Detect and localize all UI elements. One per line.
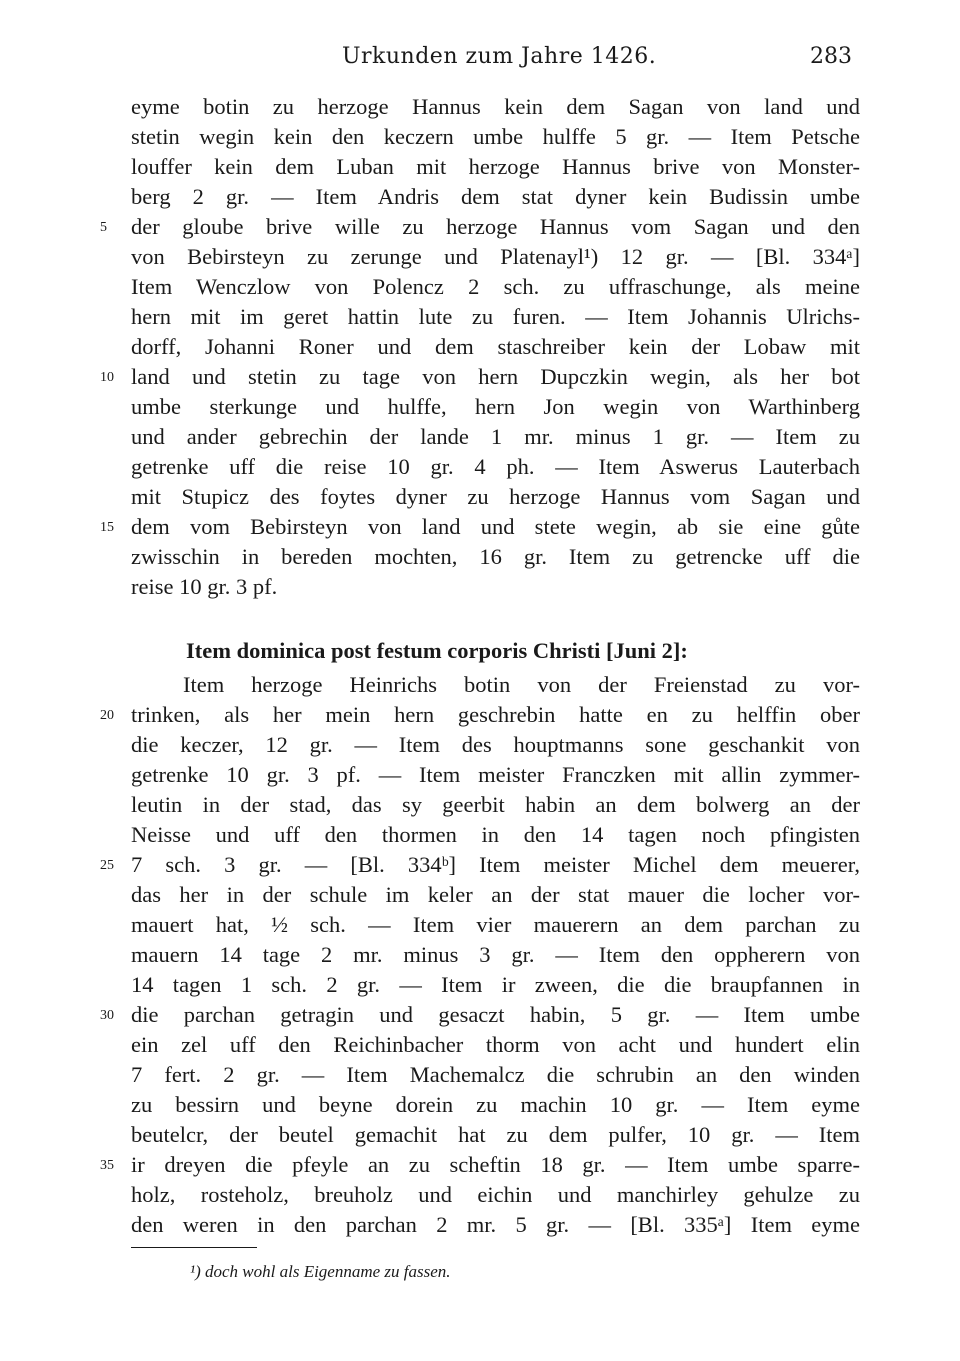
text-line: getrenke uff die reise 10 gr. 4 ph. — Item Aswerus Lauterbach	[131, 454, 860, 479]
line-number: 35	[100, 1158, 114, 1173]
line-number: 5	[100, 220, 107, 235]
text-line: 14 tagen 1 sch. 2 gr. — Item ir zween, die die braupfannen in	[131, 972, 860, 997]
text-line: leutin in der stad, das sy geerbit habin an dem bolwerg an der	[131, 792, 860, 817]
footnote-divider	[131, 1247, 257, 1248]
text-line: berg 2 gr. — Item Andris dem stat dyner kein Budissin umbe	[131, 184, 860, 209]
text-line: Neisse und uff den thormen in den 14 tagen noch pfingisten	[131, 822, 860, 847]
text-line: von Bebirsteyn zu zerunge und Platenayl¹) 12 gr. — [Bl. 334ᵃ]	[131, 244, 860, 269]
text-line: eyme botin zu herzoge Hannus kein dem Sagan von land und	[131, 94, 860, 119]
line-number: 10	[100, 370, 114, 385]
footnote: ¹) doch wohl als Eigenname zu fassen.	[190, 1262, 451, 1281]
text-line: der gloube brive wille zu herzoge Hannus vom Sagan und den	[131, 214, 860, 239]
text-line: den weren in den parchan 2 mr. 5 gr. — [Bl. 335ᵃ] Item eyme	[131, 1212, 860, 1237]
text-line: holz, rosteholz, breuholz und eichin und manchirley gehulze zu	[131, 1182, 860, 1207]
text-line: land und stetin zu tage von hern Dupczkin wegin, als her bot	[131, 364, 860, 389]
text-line: ir dreyen die pfeyle an zu scheftin 18 gr. — Item umbe sparre-	[131, 1152, 860, 1177]
text-line: 7 fert. 2 gr. — Item Machemalcz die schrubin an den winden	[131, 1062, 860, 1087]
page-number: 283	[810, 44, 852, 69]
text-line: 7 sch. 3 gr. — [Bl. 334ᵇ] Item meister Michel dem meuerer,	[131, 852, 860, 877]
text-line: trinken, als her mein hern geschrebin hatte en zu helffin ober	[131, 702, 860, 727]
text-line: zwisschin in bereden mochten, 16 gr. Item zu getrencke uff die	[131, 544, 860, 569]
line-number: 20	[100, 708, 114, 723]
text-line: ein zel uff den Reichinbacher thorm von acht und hundert elin	[131, 1032, 860, 1057]
text-line: beutelcr, der beutel gemachit hat zu dem pulfer, 10 gr. — Item	[131, 1122, 860, 1147]
text-line: stetin wegin kein den keczern umbe hulffe 5 gr. — Item Petsche	[131, 124, 860, 149]
section-heading: Item dominica post festum corporis Christi [Juni 2]:	[186, 638, 688, 663]
text-line: das her in der schule im keler an der stat mauer die locher vor-	[131, 882, 860, 907]
text-line: dorff, Johanni Roner und dem staschreiber kein der Lobaw mit	[131, 334, 860, 359]
text-line: Item Wenczlow von Polencz 2 sch. zu uffraschunge, als meine	[131, 274, 860, 299]
text-line: louffer kein dem Luban mit herzoge Hannus brive von Monster-	[131, 154, 860, 179]
text-line: Item herzoge Heinrichs botin von der Freienstad zu vor-	[183, 672, 860, 697]
text-line: getrenke 10 gr. 3 pf. — Item meister Franczken mit allin zymmer-	[131, 762, 860, 787]
text-line: mauert hat, ½ sch. — Item vier mauerern an dem parchan zu	[131, 912, 860, 937]
text-line: und ander gebrechin der lande 1 mr. minus 1 gr. — Item zu	[131, 424, 860, 449]
text-line: mit Stupicz des foytes dyner zu herzoge Hannus vom Sagan und	[131, 484, 860, 509]
text-line: mauern 14 tage 2 mr. minus 3 gr. — Item den oppherern von	[131, 942, 860, 967]
text-line: die keczer, 12 gr. — Item des houptmanns sone geschankit von	[131, 732, 860, 757]
text-line: hern mit im geret hattin lute zu furen. — Item Johannis Ulrichs-	[131, 304, 860, 329]
line-number: 30	[100, 1008, 114, 1023]
text-line: dem vom Bebirsteyn von land und stete wegin, ab sie eine gůte	[131, 514, 860, 539]
line-number: 25	[100, 858, 114, 873]
text-line: reise 10 gr. 3 pf.	[131, 574, 278, 599]
running-header-title: Urkunden zum Jahre 1426.	[342, 44, 657, 69]
text-line: zu bessirn und beyne dorein zu machin 10 gr. — Item eyme	[131, 1092, 860, 1117]
text-line: umbe sterkunge und hulffe, hern Jon wegin von Warthinberg	[131, 394, 860, 419]
text-line: die parchan getragin und gesaczt habin, 5 gr. — Item umbe	[131, 1002, 860, 1027]
line-number: 15	[100, 520, 114, 535]
